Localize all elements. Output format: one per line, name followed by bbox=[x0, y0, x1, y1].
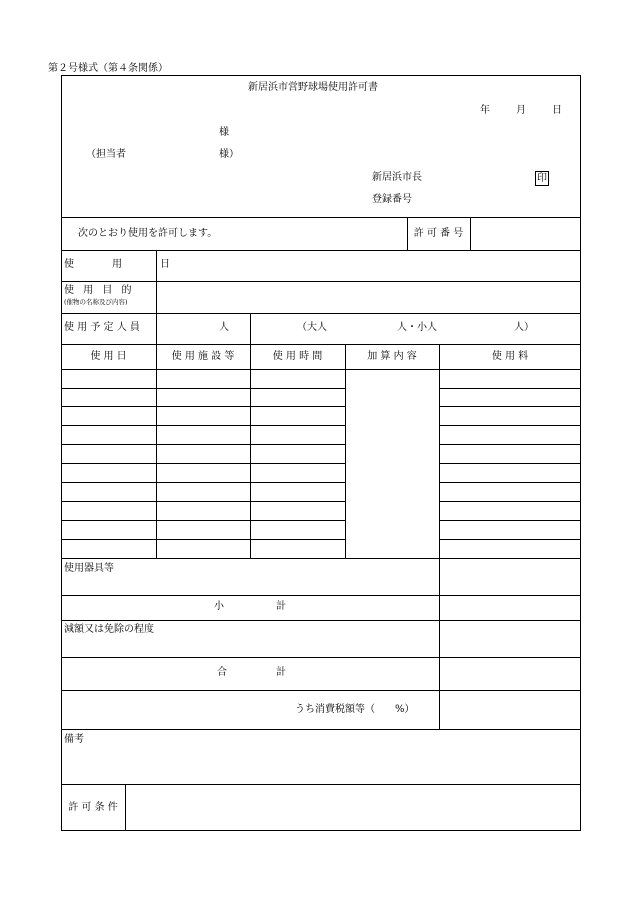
adult-label: （大人 bbox=[297, 322, 327, 333]
equipment-fee-value[interactable] bbox=[439, 558, 581, 595]
addressee-sama2: 様） bbox=[219, 149, 239, 160]
subtotal-a: 小 bbox=[214, 601, 224, 612]
permit-statement: 次のとおり使用を許可します。 bbox=[78, 228, 218, 239]
header-additional: 加 算 内 容 bbox=[367, 350, 417, 362]
form-title: 新居浜市営野球場使用許可書 bbox=[248, 82, 378, 93]
issuer-mayor: 新居浜市長 bbox=[372, 172, 422, 183]
usage-date-value[interactable] bbox=[156, 250, 581, 281]
header-facility: 使 用 施 設 等 bbox=[171, 350, 235, 362]
header-usage-time: 使 用 時 間 bbox=[272, 350, 323, 362]
date-year: 年 bbox=[480, 105, 490, 116]
tax-label: うち消費税額等（ %） bbox=[295, 704, 415, 715]
remarks-label: 備考 bbox=[64, 734, 84, 745]
total-a: 合 bbox=[217, 667, 227, 678]
permit-number-label: 許 可 番 号 bbox=[413, 227, 464, 239]
date-day: 日 bbox=[552, 105, 562, 116]
usage-purpose-value[interactable] bbox=[156, 281, 581, 313]
usage-purpose-sub: (催物の名称及び内容) bbox=[64, 298, 128, 306]
usage-date-label: 使 用 日 bbox=[64, 259, 184, 270]
total-b: 計 bbox=[276, 667, 286, 678]
usage-purpose-label: 使 用 目 的 bbox=[64, 285, 135, 296]
planned-people-label: 使 用 予 定 人 員 bbox=[64, 322, 140, 333]
reduction-label: 減額又は免除の程度 bbox=[64, 624, 154, 635]
header-usage-date: 使 用 日 bbox=[90, 350, 127, 362]
subtotal-b: 計 bbox=[276, 601, 286, 612]
planned-people-unit: 人 bbox=[219, 322, 229, 333]
equipment-label: 使用器具等 bbox=[64, 563, 114, 574]
seal-mark: 印 bbox=[535, 171, 549, 186]
form-number: 第２号様式（第４条関係） bbox=[48, 63, 168, 74]
conditions-value[interactable] bbox=[125, 784, 581, 831]
issuer-registration: 登録番号 bbox=[372, 194, 412, 205]
adult-unit-child-label: 人・小人 bbox=[397, 322, 437, 333]
header-fee: 使 用 料 bbox=[491, 350, 529, 362]
child-unit: 人） bbox=[514, 322, 534, 333]
form-frame bbox=[61, 75, 581, 831]
addressee-sama: 様 bbox=[219, 127, 229, 138]
conditions-label: 許 可 条 件 bbox=[68, 801, 118, 813]
permit-number-value[interactable] bbox=[470, 217, 581, 250]
date-month: 月 bbox=[516, 105, 526, 116]
addressee-tantou: （担当者 bbox=[86, 149, 126, 160]
